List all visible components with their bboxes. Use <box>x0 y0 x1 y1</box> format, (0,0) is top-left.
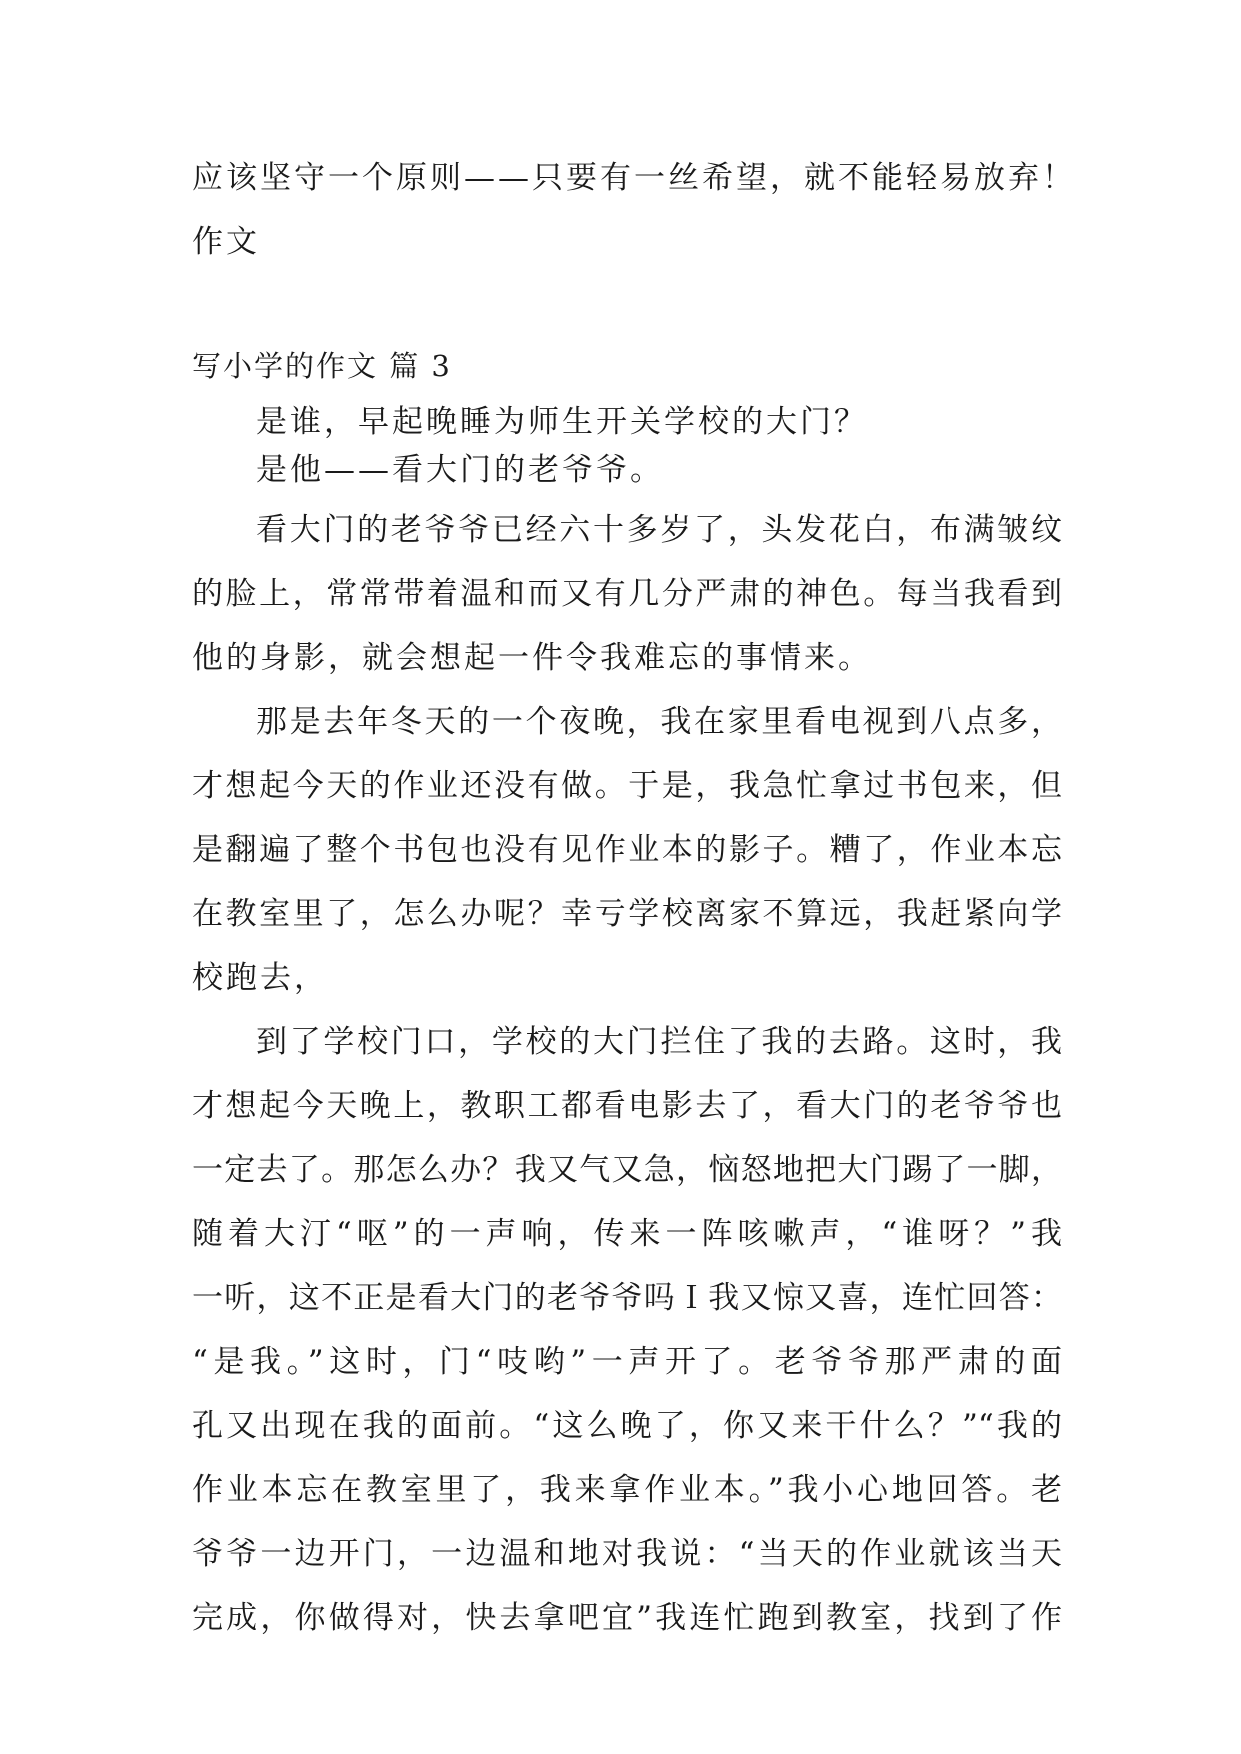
paragraph-line: 才想起今天的作业还没有做。于是，我急忙拿过书包来，但 <box>192 768 1062 804</box>
essay-body <box>192 402 1062 1638</box>
paragraph-line: 校跑去， <box>192 960 328 996</box>
paragraph-line: 一听，这不正是看大门的老爷爷吗Ｉ我又惊又喜，连忙回答： <box>192 1280 1062 1316</box>
paragraph-line: 是翻遍了整个书包也没有见作业本的影子。糟了，作业本忘 <box>192 832 1062 868</box>
paragraph-line: 在教室里了，怎么办呢？幸亏学校离家不算远，我赶紧向学 <box>192 896 1062 932</box>
paragraph-line: 完成，你做得对，快去拿吧宜”我连忙跑到教室，找到了作 <box>192 1600 1062 1636</box>
paragraph-line: 是谁，早起晚睡为师生开关学校的大门？ <box>256 404 868 440</box>
intro-block <box>192 158 1076 262</box>
paragraph-line: 孔又出现在我的面前。“这么晚了，你又来干什么？”“我的 <box>192 1408 1062 1444</box>
paragraph-line: 才想起今天晚上，教职工都看电影去了，看大门的老爷爷也 <box>192 1088 1062 1124</box>
document-page <box>192 158 1076 1662</box>
paragraph-line: 到了学校门口，学校的大门拦住了我的去路。这时，我 <box>256 1024 1062 1060</box>
paragraph-line: 看大门的老爷爷已经六十多岁了，头发花白，布满皱纹 <box>256 512 1062 548</box>
paragraph-line: 作业本忘在教室里了，我来拿作业本。”我小心地回答。老 <box>192 1472 1062 1508</box>
essay-heading: 写小学的作文 篇 3 <box>192 349 452 383</box>
paragraph-line: 那是去年冬天的一个夜晚，我在家里看电视到八点多， <box>256 704 1062 740</box>
paragraph-line: 爷爷一边开门，一边温和地对我说：“当天的作业就该当天 <box>192 1536 1062 1572</box>
paragraph-line: 一定去了。那怎么办？我又气又急，恼怒地把大门踢了一脚， <box>192 1152 1062 1188</box>
paragraph-line: “是我。”这时，门“吱哟”一声开了。老爷爷那严肃的面 <box>192 1344 1062 1380</box>
intro-line: 作文 <box>192 224 260 260</box>
intro-line: 应该坚守一个原则——只要有一丝希望，就不能轻易放弃！ <box>192 160 1076 196</box>
paragraph-line: 的脸上，常常带着温和而又有几分严肃的神色。每当我看到 <box>192 576 1062 612</box>
paragraph-line: 是他——看大门的老爷爷。 <box>256 452 664 488</box>
paragraph-line: 他的身影，就会想起一件令我难忘的事情来。 <box>192 640 872 676</box>
paragraph-line: 随着大汀“呕”的一声响，传来一阵咳嗽声，“谁呀？”我 <box>192 1216 1062 1252</box>
